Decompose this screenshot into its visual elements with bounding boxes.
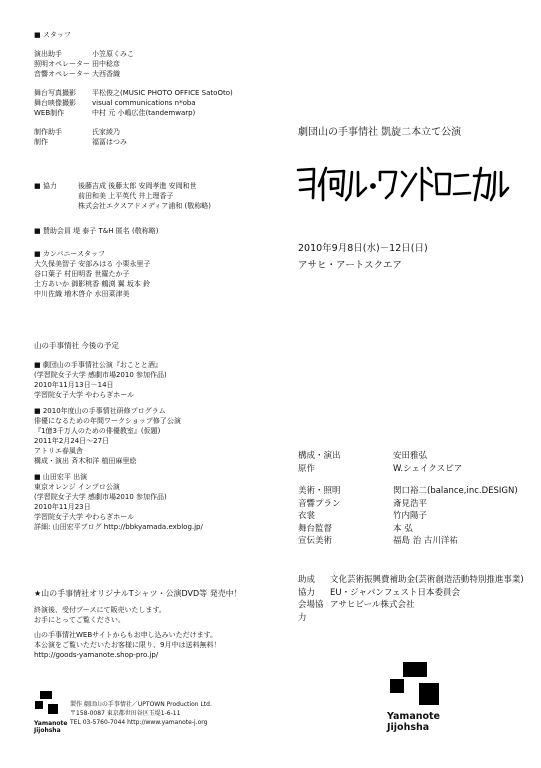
cooperation-line: 株式会社エクスアドメディア浦和 (敬称略) bbox=[78, 202, 211, 210]
supporters-line: ■ 賛助会員 堤 泰子 T&H 匿名 (敬称略) bbox=[34, 227, 159, 235]
support-name: 文化芸術振興費補助金(芸術創造活動特別推進事業) bbox=[330, 575, 524, 585]
upcoming-event-line: 東京オレンジ インプロ公演 bbox=[34, 483, 120, 491]
company-staff-section bbox=[34, 249, 150, 299]
merch-line: 本公演をご覧いただいたお客様に限り、9月中は送料無料！ bbox=[34, 641, 221, 649]
footer-info-line: TEL 03-5760-7044 http://www.yamanote-j.org bbox=[70, 719, 208, 726]
upcoming-section bbox=[34, 341, 203, 532]
logo-text-yamanote-large: Yamanote bbox=[387, 711, 441, 722]
credit-role: 構成・演出 bbox=[298, 451, 341, 461]
upcoming-event-line: 構成・演出 斉木和洋 植田麻里絵 bbox=[34, 457, 137, 465]
upcoming-event-line: 『1億3千万人のための俳優教室』(仮題) bbox=[34, 427, 161, 435]
staff-name: 中村 元 小嶋広佳(tandemwarp) bbox=[92, 109, 196, 117]
staff-role: 舞台写真撮影 bbox=[34, 89, 76, 97]
merch-line: 山の手事情社WEBサイトからもお申し込みいただけます。 bbox=[34, 631, 218, 639]
company-staff-line: 谷口葉子 村田明香 世羅たか子 bbox=[34, 270, 130, 278]
upcoming-event-line: 詳細: 山田宏平ブログ http://bbkyamada.exblog.jp/ bbox=[34, 523, 203, 531]
credit-role: 宣伝美術 bbox=[298, 536, 333, 546]
footer-right-logo bbox=[387, 661, 457, 731]
cooperation-section bbox=[34, 181, 211, 211]
staff-role: WEB制作 bbox=[34, 109, 65, 117]
upcoming-event-line: ■ 劇団山の手事情社公演『おことと酒』 bbox=[34, 361, 162, 369]
upcoming-title: 山の手事情社 今後の予定 bbox=[34, 341, 119, 350]
support-name: アサヒビール株式会社 bbox=[330, 600, 415, 610]
credit-row bbox=[298, 498, 518, 511]
support-row bbox=[298, 599, 524, 624]
credit-name: 安田雅弘 bbox=[393, 451, 428, 461]
credit-name: 関口裕二(balance,inc.DESIGN) bbox=[393, 486, 518, 496]
footer-left-logo bbox=[34, 690, 74, 732]
staff-row bbox=[34, 127, 233, 137]
support-role: 助成 bbox=[298, 575, 316, 585]
upcoming-event-line: 学習院女子大学 やわらぎホール bbox=[34, 513, 135, 521]
staff-role: 制作助手 bbox=[34, 128, 62, 136]
upcoming-event-line: 学習院女子大学 やわらぎホール bbox=[34, 391, 135, 399]
credit-name: 福島 治 古川洋祐 bbox=[393, 536, 458, 546]
company-staff-line: 大久保美智子 安部みはる 小栗永里子 bbox=[34, 260, 151, 268]
staff-section bbox=[34, 30, 233, 147]
staff-row bbox=[34, 88, 233, 98]
company-staff-line: 中川佐織 増木啓介 水田菜津美 bbox=[34, 290, 130, 298]
logo-text-yamanote: Yamanote bbox=[34, 720, 68, 727]
credit-name: 竹内陽子 bbox=[393, 511, 428, 521]
credit-name: 斎見浩平 bbox=[393, 498, 428, 509]
upcoming-event-line: 2011年2月24日～27日 bbox=[34, 437, 110, 445]
support-role: 協力 bbox=[298, 587, 316, 598]
merch-section bbox=[34, 588, 242, 660]
upcoming-event-line: 2010年11月13日－14日 bbox=[34, 381, 114, 389]
yamanote-logo-icon bbox=[34, 690, 60, 716]
staff-name: 福冨はつみ bbox=[92, 138, 127, 146]
staff-row bbox=[34, 137, 233, 147]
credit-row bbox=[298, 510, 518, 523]
credit-role: 美術・照明 bbox=[298, 486, 341, 496]
handwritten-title bbox=[292, 160, 512, 210]
performance-date: 2010年9月8日(水)－12日(日) bbox=[298, 243, 428, 254]
logo-text-jijohsha: Jijohsha bbox=[34, 727, 61, 734]
merch-line: 終演後、受付ブースにて販売いたします。 bbox=[34, 606, 166, 614]
cooperation-label: ■ 協力 bbox=[34, 182, 57, 190]
credit-name: 本 弘 bbox=[393, 523, 413, 534]
staff-row bbox=[34, 98, 233, 108]
staff-role: 照明オペレーター bbox=[34, 60, 90, 68]
credit-role: 舞台監督 bbox=[298, 523, 333, 534]
support-section bbox=[298, 574, 524, 624]
staff-row bbox=[34, 49, 233, 59]
merch-line: お手にとってご覧ください。 bbox=[34, 616, 125, 624]
credit-row bbox=[298, 463, 518, 476]
merch-headline: ★山の手事情社オリジナルTシャツ・公演DVD等 発売中！ bbox=[34, 589, 242, 598]
support-role: 会場協力 bbox=[298, 600, 324, 623]
logo-text-jijohsha-large: Jijohsha bbox=[387, 722, 430, 733]
credit-role: 音響プラン bbox=[298, 498, 341, 509]
staff-row bbox=[34, 108, 233, 118]
upcoming-event-line: 俳優になるための年間ワークショップ修了公演 bbox=[34, 417, 181, 425]
staff-name: 平松俊之(MUSIC PHOTO OFFICE SatoOto) bbox=[92, 89, 233, 97]
staff-name: visual communications n*oba bbox=[92, 99, 196, 107]
yamanote-logo-large-icon bbox=[387, 661, 447, 707]
company-staff-header: ■ カンパニースタッフ bbox=[34, 250, 105, 258]
upcoming-event-line: アトリエ春風舎 bbox=[34, 447, 83, 455]
credit-row bbox=[298, 535, 518, 548]
credit-name: W.シェイクスピア bbox=[393, 463, 463, 474]
staff-name: 大西香織 bbox=[92, 70, 120, 78]
cooperation-line: 後藤吉成 後藤太郎 安岡孝進 安岡和世 bbox=[78, 182, 197, 190]
footer-left-info bbox=[70, 700, 212, 727]
staff-role: 制作 bbox=[34, 138, 48, 146]
staff-row bbox=[34, 69, 233, 79]
credit-role: 原作 bbox=[298, 463, 316, 474]
staff-row bbox=[34, 59, 233, 69]
support-name: EU・ジャパンフェスト日本委員会 bbox=[330, 587, 460, 598]
upcoming-event-line: (学習院女子大学 感劇市場2010 参加作品) bbox=[34, 371, 167, 379]
handwritten-title-logo bbox=[292, 160, 512, 206]
credit-role: 衣裳 bbox=[298, 511, 316, 521]
credit-row bbox=[298, 485, 518, 498]
footer-info-line: 製作 劇団山の手事情社／UPTOWN Production Ltd. bbox=[70, 701, 212, 708]
credit-row bbox=[298, 450, 518, 463]
support-row bbox=[298, 574, 524, 587]
credit-row bbox=[298, 523, 518, 536]
company-staff-line: 土方あいか 御影桃香 鶴渕 翼 坂本 鈴 bbox=[34, 280, 151, 288]
upcoming-event-line: ■ 山田宏平 出演 bbox=[34, 473, 88, 481]
staff-name: 田中稔彦 bbox=[92, 60, 120, 68]
footer-info-line: 〒158-0087 東京都世田谷区玉堤1-6-11 bbox=[70, 710, 181, 717]
staff-role: 音響オペレーター bbox=[34, 70, 90, 78]
cooperation-line: 前田和美 上平英代 井上理香子 bbox=[78, 192, 174, 200]
credits-section bbox=[298, 450, 518, 548]
company-performance-line: 劇団山の手事情社 凱旋二本立て公演 bbox=[298, 127, 462, 138]
upcoming-event-line: 2010年11月23日 bbox=[34, 503, 91, 511]
performance-venue: アサヒ・アートスクエア bbox=[298, 260, 402, 271]
upcoming-event-line: ■ 2010年度山の手事情社研修プログラム bbox=[34, 407, 166, 415]
upcoming-event-line: (学習院女子大学 感劇市場2010 参加作品) bbox=[34, 493, 167, 501]
support-row bbox=[298, 587, 524, 600]
merch-line: http://goods-yamanote.shop-pro.jp/ bbox=[34, 651, 159, 659]
staff-name: 氏家綾乃 bbox=[92, 128, 120, 136]
staff-header: ■ スタッフ bbox=[34, 31, 71, 39]
staff-role: 演出助手 bbox=[34, 50, 62, 58]
staff-role: 舞台映像撮影 bbox=[34, 99, 76, 107]
staff-name: 小笠原くみこ bbox=[92, 50, 134, 58]
